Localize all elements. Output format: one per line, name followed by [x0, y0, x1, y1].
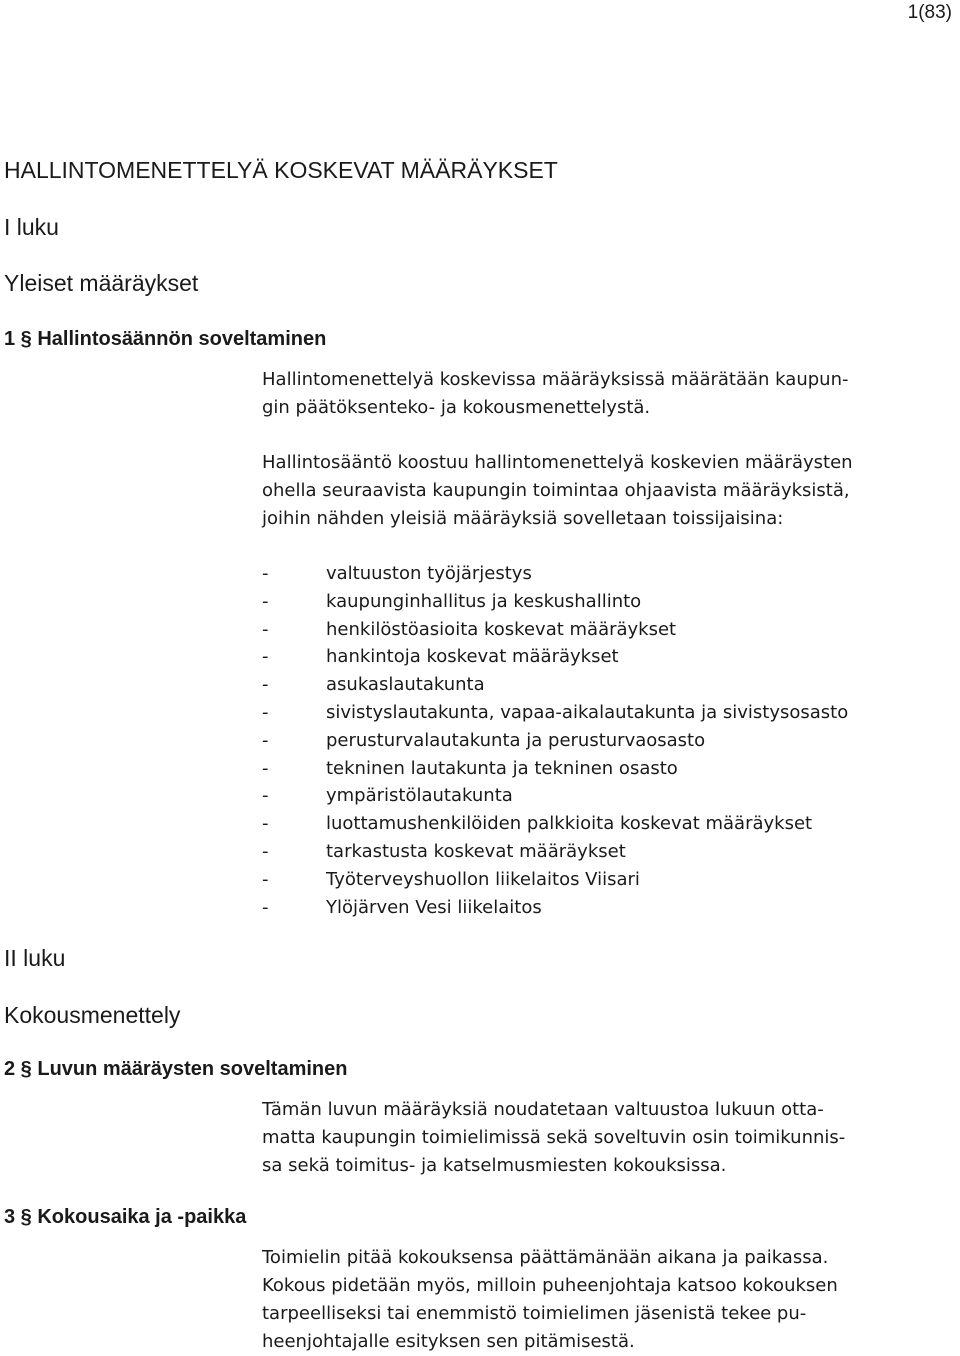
list-item-text: tarkastusta koskevat määräykset [326, 840, 626, 862]
list-item [262, 560, 848, 588]
regulation-list [262, 560, 848, 921]
text-line: matta kaupungin toimielimissä sekä soveltuvin osin toimikunnis- [262, 1127, 846, 1148]
list-marker: - [262, 785, 269, 807]
text-line: Tämän luvun määräyksiä noudatetaan valtuustoa lukuun otta- [262, 1099, 824, 1120]
list-item-text: hankintoja koskevat määräykset [326, 646, 619, 668]
list-marker: - [262, 618, 269, 640]
list-marker: - [262, 646, 269, 668]
list-item-text: tekninen lautakunta ja tekninen osasto [326, 757, 678, 779]
list-item-text: sivistyslautakunta, vapaa-aikalautakunta ja sivistysosasto [326, 701, 849, 723]
text-line: heenjohtajalle esityksen sen pitämisestä. [262, 1331, 635, 1352]
list-item [262, 727, 848, 755]
list-item-text: henkilöstöasioita koskevat määräykset [326, 618, 677, 640]
section-2-paragraph [262, 1096, 957, 1180]
list-item-text: ympäristölautakunta [326, 785, 513, 807]
chapter-2-title: Kokousmenettely [4, 1002, 181, 1028]
list-item-text: kaupunginhallitus ja keskushallinto [326, 590, 642, 612]
list-item [262, 810, 848, 838]
section-1-paragraph-1 [262, 366, 957, 422]
section-1-paragraph-2 [262, 449, 957, 533]
text-line: sa sekä toimitus- ja katselmusmiesten kokouksissa. [262, 1155, 727, 1176]
text-line: Toimielin pitää kokouksensa päättämänään aikana ja paikassa. [262, 1247, 829, 1268]
chapter-2-label: II luku [4, 945, 66, 971]
list-item [262, 755, 848, 783]
list-item [262, 838, 848, 866]
list-item-text: luottamushenkilöiden palkkioita koskevat määräykset [326, 813, 813, 835]
section-2-heading: 2 § Luvun määräysten soveltaminen [4, 1058, 348, 1080]
chapter-1-title: Yleiset määräykset [4, 270, 199, 296]
list-item-text: Työterveyshuollon liikelaitos Viisari [326, 868, 640, 890]
chapter-1-label: I luku [4, 214, 59, 240]
text-line: Hallintosääntö koostuu hallintomenettelyä koskevien määräysten [262, 452, 853, 473]
list-item [262, 699, 848, 727]
list-item [262, 782, 848, 810]
list-item-text: valtuuston työjärjestys [326, 563, 532, 584]
section-1-heading: 1 § Hallintosäännön soveltaminen [4, 328, 327, 350]
list-marker: - [262, 757, 269, 779]
list-marker: - [262, 840, 269, 862]
text-line: ohella seuraavista kaupungin toimintaa ohjaavista määräyksistä, [262, 480, 850, 501]
list-marker: - [262, 896, 269, 918]
text-line: Kokous pidetään myös, milloin puheenjohtaja katsoo kokouksen [262, 1275, 838, 1296]
list-item-text: Ylöjärven Vesi liikelaitos [326, 896, 542, 918]
list-item [262, 588, 848, 616]
list-item [262, 866, 848, 894]
list-marker: - [262, 868, 269, 890]
document-title: HALLINTOMENETTELYÄ KOSKEVAT MÄÄRÄYKSET [4, 157, 558, 183]
list-marker: - [262, 590, 269, 612]
list-item [262, 894, 848, 922]
list-marker: - [262, 563, 269, 584]
list-item-text: perusturvalautakunta ja perusturvaosasto [326, 729, 706, 751]
text-line: Hallintomenettelyä koskevissa määräyksissä määrätään kaupun- [262, 369, 849, 390]
text-line: gin päätöksenteko- ja kokousmenettelystä. [262, 397, 651, 418]
list-item [262, 671, 848, 699]
list-marker: - [262, 813, 269, 835]
section-3-paragraph [262, 1244, 957, 1356]
list-item [262, 616, 848, 644]
list-item-text: asukaslautakunta [326, 674, 485, 696]
list-item [262, 643, 848, 671]
text-line: joihin nähden yleisiä määräyksiä sovelletaan toissijaisina: [262, 508, 784, 529]
list-marker: - [262, 674, 269, 696]
text-line: tarpeelliseksi tai enemmistö toimielimen jäsenistä tekee pu- [262, 1303, 807, 1324]
section-3-heading: 3 § Kokousaika ja -paikka [4, 1206, 247, 1228]
list-marker: - [262, 701, 269, 723]
page-number: 1(83) [907, 2, 952, 23]
list-marker: - [262, 729, 269, 751]
